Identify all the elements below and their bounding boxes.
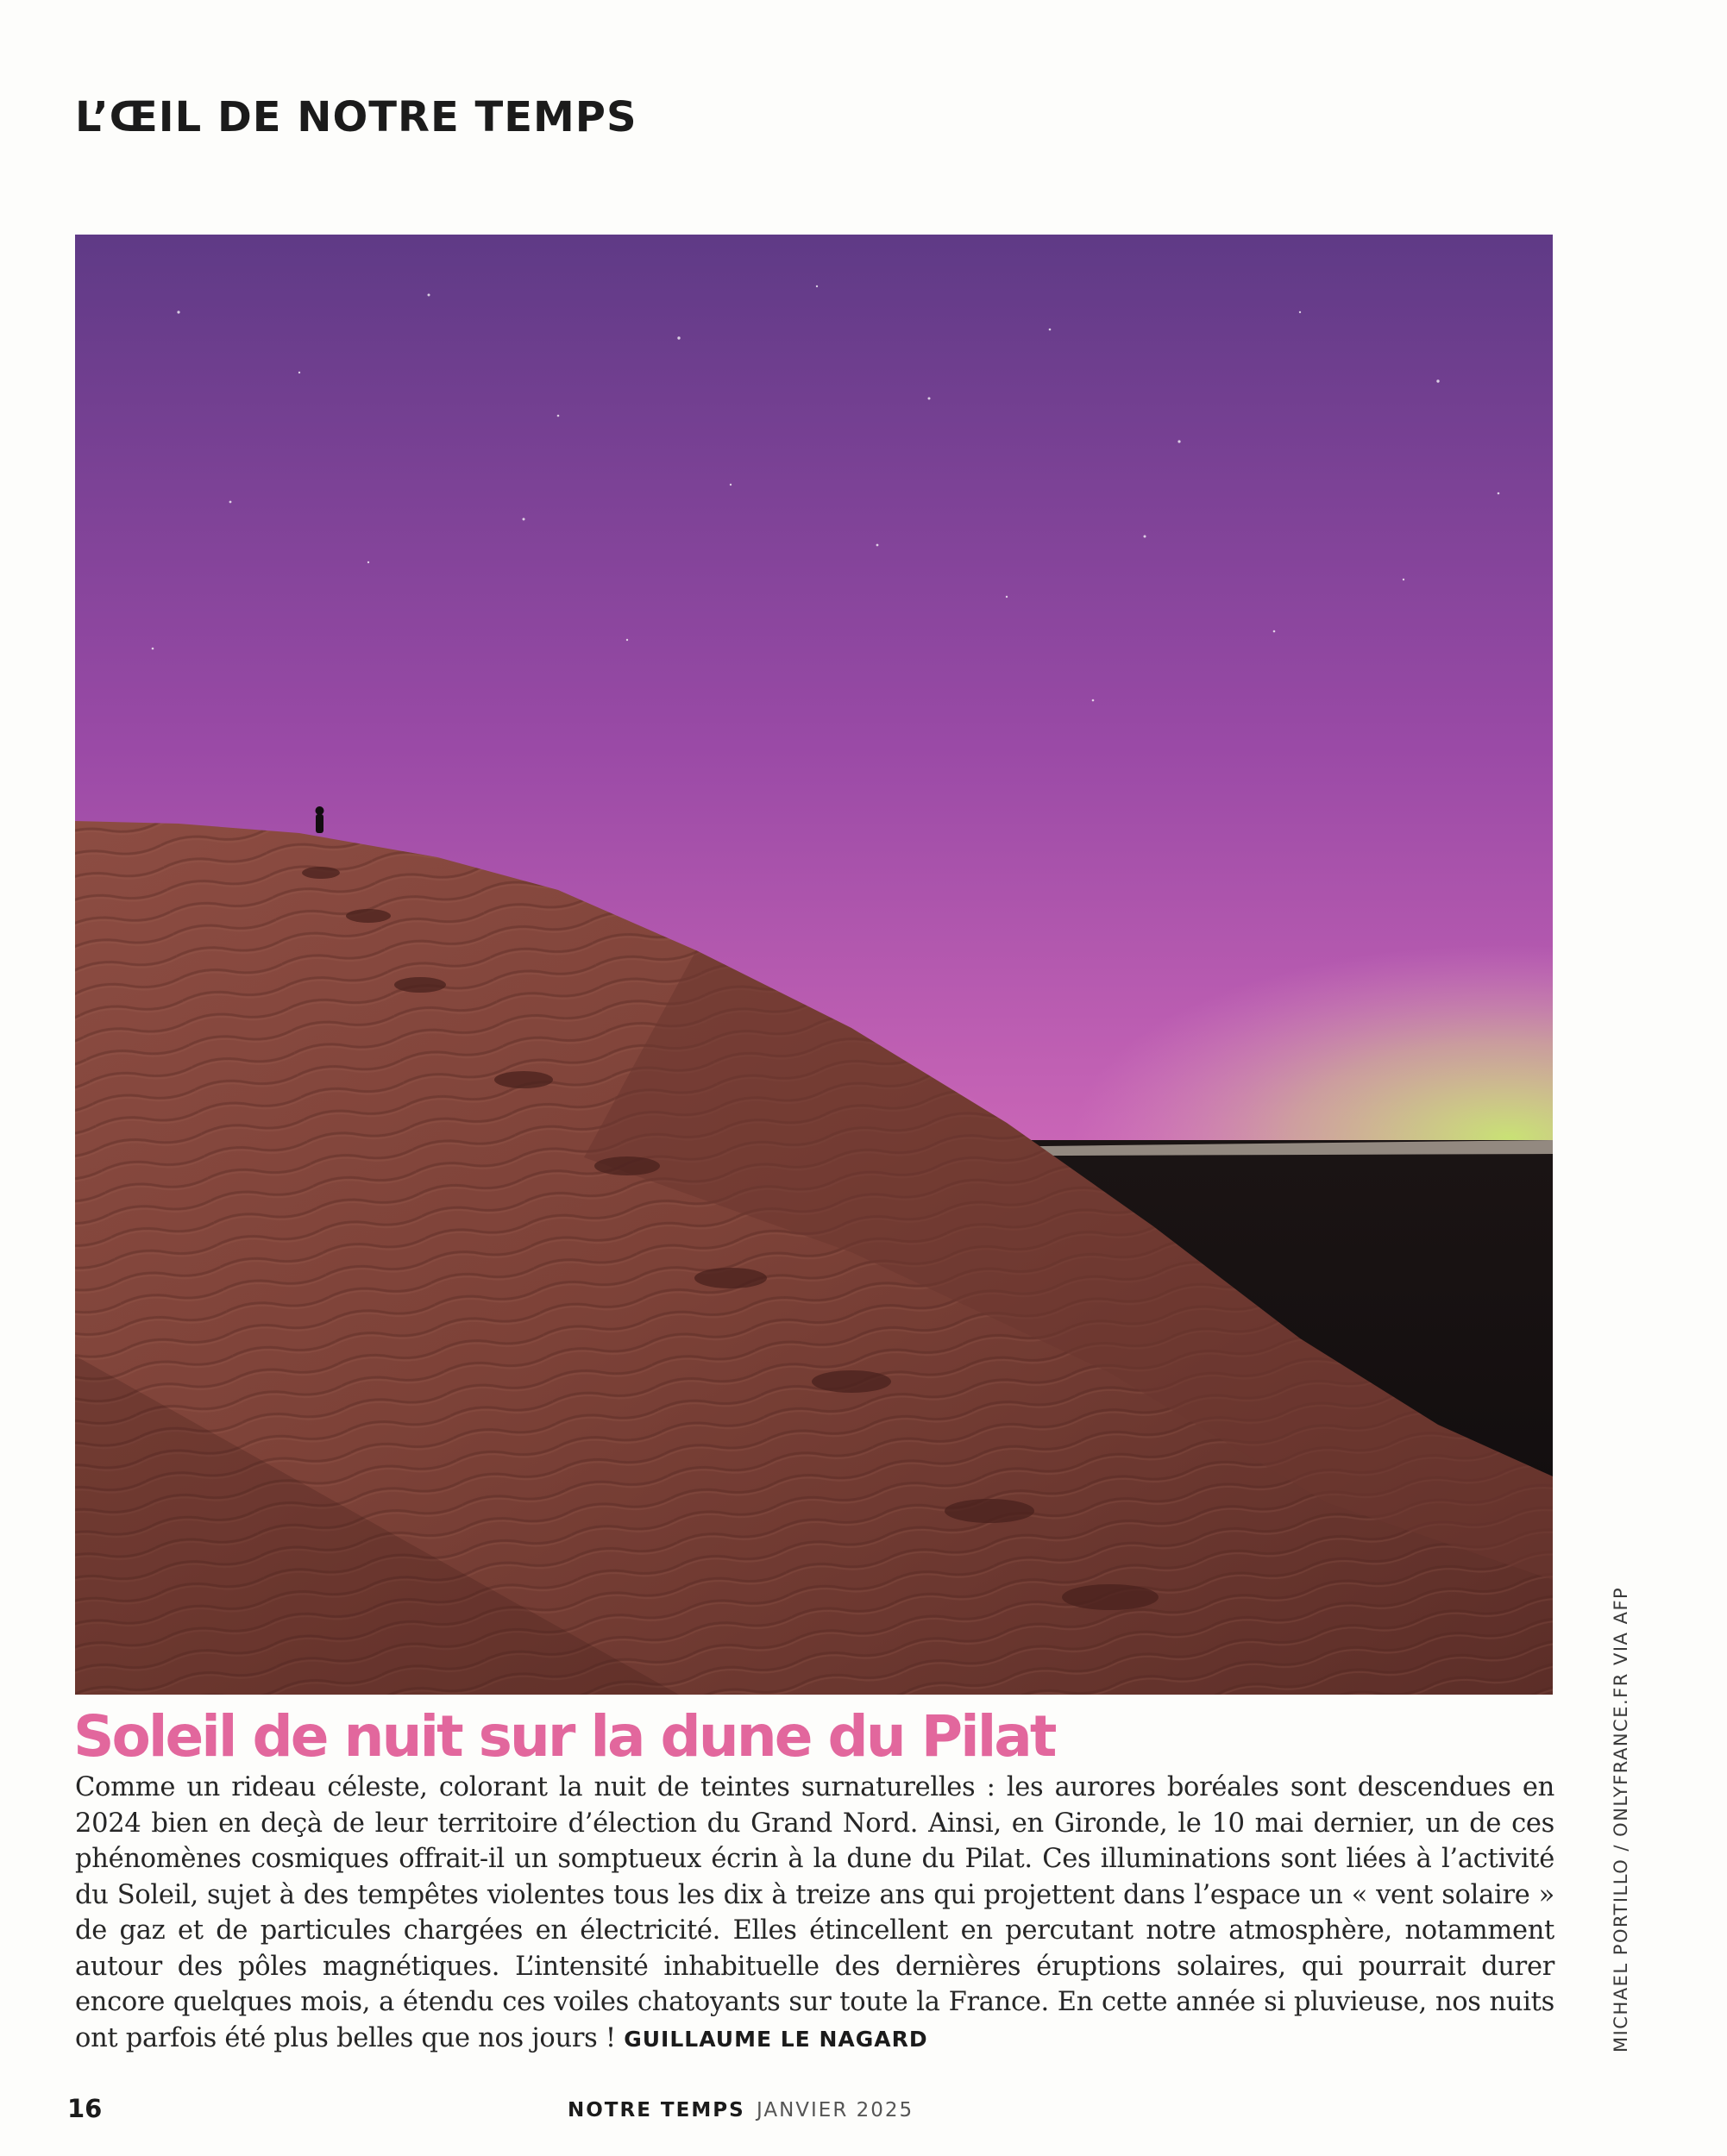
- page-number: 16: [67, 2094, 103, 2123]
- article-body: [75, 1770, 1554, 2057]
- aurora-dune-photo: [75, 235, 1553, 1695]
- issue-date: JANVIER 2025: [756, 2099, 914, 2122]
- footer-folio: [568, 2099, 914, 2122]
- photo-credit: MICHAEL PORTILLO / ONLYFRANCE.FR VIA AFP: [1611, 1586, 1631, 2053]
- section-title: L’ŒIL DE NOTRE TEMPS: [75, 93, 637, 141]
- article-headline: Soleil de nuit sur la dune du Pilat: [73, 1703, 1055, 1770]
- article-body-text: Comme un rideau céleste, colorant la nuit de teintes surnaturelles : les aurores boréales sont descendues en 2024 bien en deçà de leur territoire d’élection du Grand Nord. Ainsi, en Gironde, le 10 mai dernier, un de ces phénomènes cosmiques offrait-il un somptueux écrin à la dune du Pilat. Ces illuminations sont liées à l’activité du Soleil, sujet à des tempêtes violentes tous les dix à treize ans qui projettent dans l’espace un « vent solaire » de gaz et de particules chargées en électricité. Elles étincellent en percutant notre atmosphère, notamment autour des pôles magnétiques. L’intensité inhabituelle des dernières éruptions solaires, qui pourrait durer encore quelques mois, a étendu ces voiles chatoyants sur toute la France. En cette année si pluvieuse, nos nuits ont parfois été plus belles que nos jours !: [75, 1772, 1554, 2053]
- magazine-name: NOTRE TEMPS: [568, 2099, 745, 2122]
- article-author: GUILLAUME LE NAGARD: [624, 2026, 928, 2052]
